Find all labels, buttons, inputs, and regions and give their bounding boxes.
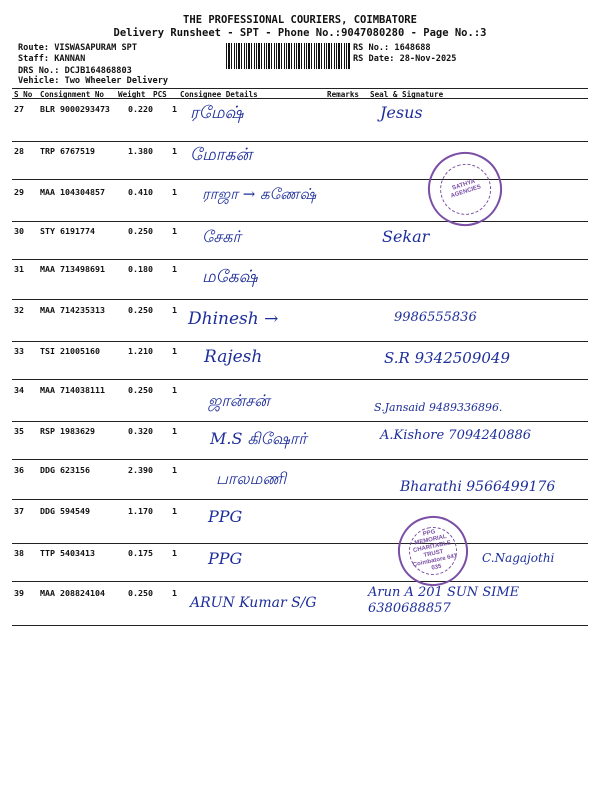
rs-number: RS No.: 1648688 <box>353 43 431 53</box>
row-consignment: DDG 594549 <box>40 506 90 516</box>
row-divider <box>12 379 588 380</box>
consignee-handwriting: PPG <box>208 549 243 568</box>
table-row <box>12 143 588 179</box>
signature-handwriting: Sekar <box>382 227 430 246</box>
row-divider <box>12 499 588 500</box>
row-sno: 35 <box>14 426 24 436</box>
row-weight: 0.180 <box>128 264 153 274</box>
barcode-image <box>226 43 350 69</box>
signature-handwriting: 9986555836 <box>394 310 477 325</box>
row-sno: 34 <box>14 385 24 395</box>
consignee-handwriting: ராஜா → கணேஷ் <box>202 185 317 203</box>
row-sno: 27 <box>14 104 24 114</box>
row-pcs: 1 <box>172 385 177 395</box>
row-divider <box>12 581 588 582</box>
vehicle-label: Vehicle: Two Wheeler Delivery <box>18 76 169 86</box>
row-sno: 31 <box>14 264 24 274</box>
row-weight: 0.175 <box>128 548 153 558</box>
table-bottom-rule <box>12 625 588 626</box>
consignee-handwriting: மகேஷ் <box>202 267 258 287</box>
row-weight: 2.390 <box>128 465 153 475</box>
signature-handwriting: C.Nagajothi <box>482 551 555 565</box>
row-consignment: MAA 713498691 <box>40 264 105 274</box>
row-pcs: 1 <box>172 588 177 598</box>
table-row <box>12 223 588 259</box>
consignee-handwriting: ARUN Kumar S/G <box>190 595 317 611</box>
row-consignment: TSI 21005160 <box>40 346 100 356</box>
route-label: Route: VISWASAPURAM SPT <box>18 43 137 53</box>
row-pcs: 1 <box>172 346 177 356</box>
row-pcs: 1 <box>172 226 177 236</box>
row-consignment: MAA 714235313 <box>40 305 105 315</box>
row-pcs: 1 <box>172 187 177 197</box>
signature-handwriting: S.R 9342509049 <box>384 349 511 367</box>
signature-handwriting: Arun A 201 SUN SIME 6380688857 <box>368 585 520 616</box>
row-sno: 29 <box>14 187 24 197</box>
column-remarks: Remarks <box>327 90 360 99</box>
row-sno: 28 <box>14 146 24 156</box>
row-pcs: 1 <box>172 104 177 114</box>
consignee-handwriting: ரமேஷ் <box>190 103 244 123</box>
signature-handwriting: Bharathi 9566499176 <box>400 479 556 495</box>
consignee-handwriting: Dhinesh → <box>188 309 279 329</box>
table-row <box>12 301 588 341</box>
row-consignment: TTP 5403413 <box>40 548 95 558</box>
runsheet-subtitle: Delivery Runsheet - SPT - Phone No.:9047080280 - Page No.:3 <box>113 27 487 39</box>
row-consignment: MAA 104304857 <box>40 187 105 197</box>
row-sno: 30 <box>14 226 24 236</box>
row-weight: 1.170 <box>128 506 153 516</box>
company-title: THE PROFESSIONAL COURIERS, COIMBATORE <box>183 14 417 26</box>
signature-handwriting: A.Kishore 7094240886 <box>380 428 532 443</box>
row-consignment: STY 6191774 <box>40 226 95 236</box>
row-divider <box>12 421 588 422</box>
row-divider <box>12 299 588 300</box>
row-sno: 33 <box>14 346 24 356</box>
row-consignment: DDG 623156 <box>40 465 90 475</box>
row-sno: 37 <box>14 506 24 516</box>
consignee-handwriting: PPG <box>208 507 243 526</box>
consignee-handwriting: பாலமணி <box>216 469 287 488</box>
table-row <box>12 381 588 421</box>
row-consignment: RSP 1983629 <box>40 426 95 436</box>
row-weight: 1.380 <box>128 146 153 156</box>
row-pcs: 1 <box>172 465 177 475</box>
row-weight: 0.220 <box>128 104 153 114</box>
table-row <box>12 479 588 543</box>
table-row <box>12 423 588 459</box>
row-weight: 0.250 <box>128 385 153 395</box>
table-row <box>12 545 588 581</box>
row-pcs: 1 <box>172 506 177 516</box>
row-divider <box>12 543 588 544</box>
row-pcs: 1 <box>172 305 177 315</box>
table-row <box>12 343 588 379</box>
signature-handwriting: Jesus <box>380 103 423 122</box>
row-sno: 38 <box>14 548 24 558</box>
row-consignment: BLR 9000293473 <box>40 104 110 114</box>
consignee-handwriting: மோகன் <box>190 145 252 165</box>
stamp-text: PPG MEMORIAL CHARITABLE TRUST Coimbatore 641 035 <box>412 529 458 572</box>
table-row <box>12 261 588 299</box>
column-consignment: Consignment No <box>40 90 105 99</box>
row-weight: 0.250 <box>128 226 153 236</box>
drs-number: DRS No.: DCJB164868803 <box>18 66 132 76</box>
row-consignment: MAA 208824104 <box>40 588 105 598</box>
consignee-handwriting: Rajesh <box>204 347 263 367</box>
header-bottom-rule <box>12 98 588 99</box>
row-weight: 0.320 <box>128 426 153 436</box>
row-weight: 0.410 <box>128 187 153 197</box>
row-divider <box>12 179 588 180</box>
signature-handwriting: S.Jansaid 9489336896. <box>374 401 503 414</box>
row-weight: 0.250 <box>128 588 153 598</box>
table-top-rule <box>12 88 588 89</box>
row-divider <box>12 459 588 460</box>
row-divider <box>12 341 588 342</box>
row-consignment: MAA 714038111 <box>40 385 105 395</box>
column-pcs: PCS <box>153 90 167 99</box>
staff-label: Staff: KANNAN <box>18 54 86 64</box>
row-sno: 36 <box>14 465 24 475</box>
rs-date: RS Date: 28-Nov-2025 <box>353 54 457 64</box>
stamp-text: SATHYA AGENCIES <box>450 178 482 200</box>
row-consignment: TRP 6767519 <box>40 146 95 156</box>
row-pcs: 1 <box>172 548 177 558</box>
table-row <box>12 583 588 625</box>
table-row <box>12 101 588 141</box>
row-weight: 1.210 <box>128 346 153 356</box>
consignee-handwriting: M.S கிஷோர் <box>210 429 307 448</box>
row-sno: 32 <box>14 305 24 315</box>
column-consignee: Consignee Details <box>180 90 258 99</box>
row-divider <box>12 259 588 260</box>
row-pcs: 1 <box>172 426 177 436</box>
row-pcs: 1 <box>172 146 177 156</box>
column-sno: S No <box>14 90 33 99</box>
row-divider <box>12 141 588 142</box>
column-seal: Seal & Signature <box>370 90 444 99</box>
consignee-handwriting: ஜான்சன் <box>208 391 270 410</box>
row-weight: 0.250 <box>128 305 153 315</box>
row-pcs: 1 <box>172 264 177 274</box>
row-sno: 39 <box>14 588 24 598</box>
column-weight: Weight <box>118 90 146 99</box>
row-divider <box>12 221 588 222</box>
consignee-handwriting: சேகர் <box>202 227 241 246</box>
